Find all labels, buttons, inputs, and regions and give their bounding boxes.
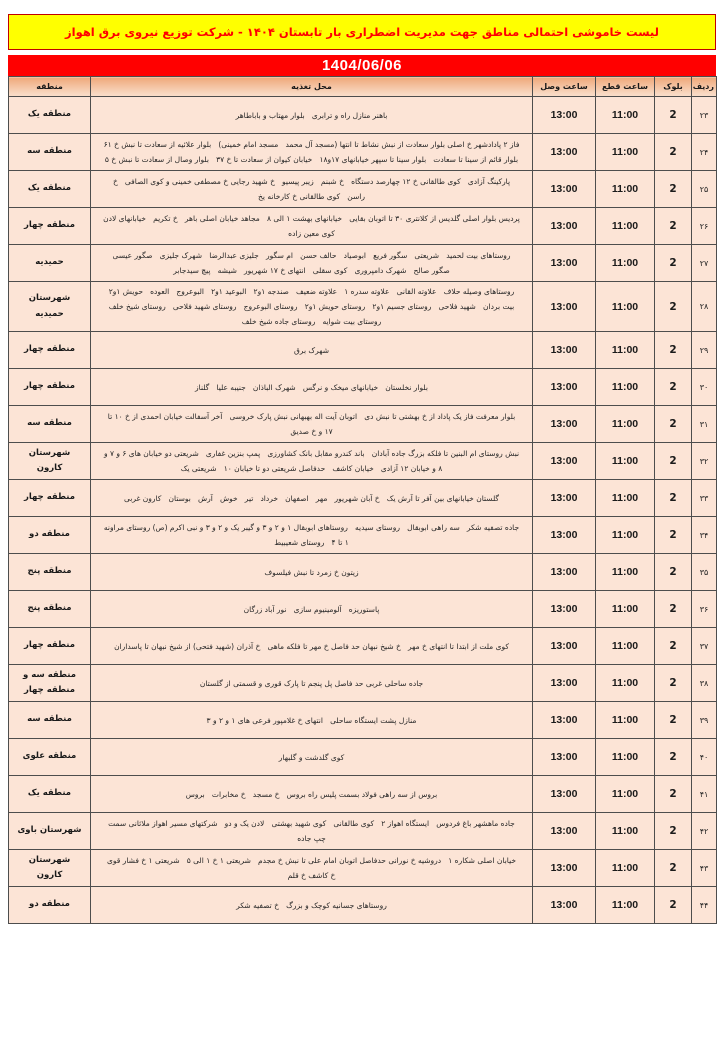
cell-feed-location: نبش روستای ام البنین تا فلکه بزرگ جاده آبادان باند کندرو مقابل بانک کشاورزی پمپ بنزین غفاری شریعتی دو خیابان های ۶ و ۷ و ۸ و خیابان ۱۲ آزادی خیابان کاشف حدفاصل شریعتی دو تا خیابان ۱۰ شریعتی یک: [91, 443, 533, 480]
cell-connect-time: 13:00: [533, 665, 596, 702]
cell-connect-time: 13:00: [533, 443, 596, 480]
cell-cut-time: 11:00: [596, 665, 655, 702]
cell-block: 2: [655, 282, 692, 332]
cell-feed-location: گلستان خیابانهای بین آفر تا آرش یک خ آبان شهریور مهر اصفهان خرداد تیر خوش آرش بوستان کارون غربی: [91, 480, 533, 517]
cell-row-number: ۳۱: [692, 406, 717, 443]
cell-block: 2: [655, 171, 692, 208]
cell-row-number: ۳۶: [692, 591, 717, 628]
cell-row-number: ۴۴: [692, 887, 717, 924]
cell-connect-time: 13:00: [533, 813, 596, 850]
table-row: [9, 554, 717, 591]
table-row: [9, 591, 717, 628]
cell-block: 2: [655, 245, 692, 282]
cell-row-number: ۳۲: [692, 443, 717, 480]
cell-region: منطقه علوی: [9, 739, 91, 776]
cell-feed-location: کوی ملت از ابتدا تا انتهای خ مهر خ شیخ نبهان حد فاصل خ مهر تا فلکه ماهی خ آذران (شهید فتحی) از شیخ نبهان تا پاسداران: [91, 628, 533, 665]
cell-connect-time: 13:00: [533, 134, 596, 171]
cell-region: شهرستان باوی: [9, 813, 91, 850]
cell-cut-time: 11:00: [596, 702, 655, 739]
cell-region: شهرستان کارون: [9, 850, 91, 887]
cell-connect-time: 13:00: [533, 887, 596, 924]
cell-feed-location: باهنر منازل راه و ترابری بلوار مهتاب و باباطاهر: [91, 97, 533, 134]
cell-feed-location: روستاهای وصیله حلاف علاوته القانی علاوته سدره ۱ علاوته ضعیف صندجه ۱و۲ البوعید ۱و۲ البوعروج العوده حویش ۱و۲ بیت بردان شهید فلاحی روستای جسیم ۱و۲ روستای حویش ۱و۲ روستای البوعروج روستای شهید فلاحی روستای شیخ خلف روستای بیت شوایه روستای جاده شیخ خلف: [91, 282, 533, 332]
cell-region: شهرستان حمیدیه: [9, 282, 91, 332]
table-row: [9, 134, 717, 171]
cell-connect-time: 13:00: [533, 517, 596, 554]
cell-cut-time: 11:00: [596, 776, 655, 813]
cell-row-number: ۴۳: [692, 850, 717, 887]
column-header-cut-time: ساعت قطع: [596, 77, 655, 97]
cell-connect-time: 13:00: [533, 171, 596, 208]
table-row: [9, 776, 717, 813]
cell-cut-time: 11:00: [596, 591, 655, 628]
cell-feed-location: پارکینگ آزادی کوی طالقانی خ ۱۲ چهارصد دستگاه خ شبنم زیبر پیسیو خ شهید رجایی خ مصطفی خمینی و کوی الصافی خ راسن کوی طالقانی خ کارخانه یخ: [91, 171, 533, 208]
cell-block: 2: [655, 739, 692, 776]
cell-cut-time: 11:00: [596, 628, 655, 665]
cell-region: منطقه چهار: [9, 628, 91, 665]
cell-row-number: ۴۲: [692, 813, 717, 850]
cell-row-number: ۴۰: [692, 739, 717, 776]
outage-table: [8, 76, 717, 924]
cell-feed-location: خیابان اصلی شکاره ۱ دروشیه خ نورانی حدفاصل اتوبان امام علی تا نبش خ مجدم شریعتی ۱ خ ۱ الی ۵ شریعتی ۱ خ فشار قوی خ کاشف خ قلم: [91, 850, 533, 887]
cell-feed-location: زیتون خ زمرد تا نبش فیلسوف: [91, 554, 533, 591]
cell-row-number: ۲۷: [692, 245, 717, 282]
cell-feed-location: جاده ساحلی غربی حد فاصل پل پنجم تا پارک قوری و قسمتی از گلستان: [91, 665, 533, 702]
cell-feed-location: پاستوریزه آلومینیوم سازی نور آباد زرگان: [91, 591, 533, 628]
cell-cut-time: 11:00: [596, 332, 655, 369]
cell-region: منطقه چهار: [9, 369, 91, 406]
cell-region: منطقه چهار: [9, 480, 91, 517]
cell-region: منطقه سه و منطقه چهار: [9, 665, 91, 702]
cell-cut-time: 11:00: [596, 406, 655, 443]
column-header-radif: ردیف: [692, 77, 717, 97]
cell-feed-location: جاده ماهشهر باغ فردوس ایستگاه اهواز ۲ کوی طالقانی کوی شهید بهشتی لادن یک و دو شرکتهای مسیر اهواز ملاثانی سمت چپ جاده: [91, 813, 533, 850]
cell-cut-time: 11:00: [596, 134, 655, 171]
cell-row-number: ۳۷: [692, 628, 717, 665]
page-title: لیست خاموشی احتمالی مناطق جهت مدیریت اضطراری بار تابستان ۱۴۰۴ - شرکت توزیع نیروی برق اهواز: [8, 14, 716, 50]
date-banner: 1404/06/06: [8, 55, 716, 76]
cell-connect-time: 13:00: [533, 406, 596, 443]
column-header-location: محل تغذیه: [91, 77, 533, 97]
cell-feed-location: پردیس بلوار اصلی گلدیس از کلانتری ۳۰ تا اتوبان بقایی خیابانهای بهشت ۱ الی ۸ مجاهد خیابان اصلی باهر خ تکریم خیابانهای لادن کوی معین زاده: [91, 208, 533, 245]
table-row: [9, 369, 717, 406]
cell-cut-time: 11:00: [596, 517, 655, 554]
cell-row-number: ۳۸: [692, 665, 717, 702]
table-row: [9, 739, 717, 776]
table-row: [9, 282, 717, 332]
cell-connect-time: 13:00: [533, 591, 596, 628]
cell-block: 2: [655, 776, 692, 813]
cell-connect-time: 13:00: [533, 554, 596, 591]
cell-row-number: ۲۶: [692, 208, 717, 245]
cell-region: منطقه دو: [9, 517, 91, 554]
cell-feed-location: بلوار نخلستان خیابانهای میخک و نرگس شهرک الباذان جنیبه علیا گلناز: [91, 369, 533, 406]
table-row: [9, 702, 717, 739]
cell-feed-location: شهرک برق: [91, 332, 533, 369]
cell-connect-time: 13:00: [533, 480, 596, 517]
cell-block: 2: [655, 517, 692, 554]
cell-row-number: ۳۰: [692, 369, 717, 406]
cell-block: 2: [655, 665, 692, 702]
cell-connect-time: 13:00: [533, 850, 596, 887]
table-row: [9, 813, 717, 850]
cell-feed-location: فاز ۲ پادادشهر خ اصلی بلوار سعادت از نبش نشاط تا انتها (مسجد آل محمد مسجد امام خمینی) بلوار علائیه از سعادت تا نبش خ ۶۱ بلوار قائم از سینا تا سعادت بلوار سینا تا سپهر خیابانهای ۱۷و۱۸ خیابان کیوان از سعادت تا خ ۳۷ بلوار وصال از سعادت تا نبش خ ۵: [91, 134, 533, 171]
outage-sheet: [8, 14, 716, 924]
cell-cut-time: 11:00: [596, 208, 655, 245]
table-row: [9, 665, 717, 702]
table-row: [9, 480, 717, 517]
cell-block: 2: [655, 406, 692, 443]
cell-connect-time: 13:00: [533, 628, 596, 665]
cell-block: 2: [655, 134, 692, 171]
cell-region: منطقه سه: [9, 702, 91, 739]
cell-row-number: ۴۱: [692, 776, 717, 813]
cell-cut-time: 11:00: [596, 480, 655, 517]
cell-block: 2: [655, 887, 692, 924]
table-row: [9, 332, 717, 369]
table-row: [9, 208, 717, 245]
cell-region: منطقه دو: [9, 887, 91, 924]
cell-cut-time: 11:00: [596, 554, 655, 591]
cell-row-number: ۳۹: [692, 702, 717, 739]
cell-region: منطقه سه: [9, 406, 91, 443]
cell-block: 2: [655, 208, 692, 245]
cell-region: منطقه چهار: [9, 208, 91, 245]
cell-feed-location: بلوار معرفت فاز یک پاداد از خ بهشتی تا نبش دی اتوبان آیت اله بهبهانی نبش پارک خروسی آخر آسفالت خیابان احمدی از خ ۱۰ تا ۱۷ و خ صدیق: [91, 406, 533, 443]
cell-feed-location: جاده تصفیه شکر سه راهی ابوبقال روستای سیدیه روستاهای ابوبقال ۱ و ۲ و ۳ و گیبر یک و ۲ و ۳ و نبی اکرم (ص) روستای مراونه ۱ تا ۴ روستای شعیبیط: [91, 517, 533, 554]
table-body: [9, 97, 717, 924]
cell-feed-location: روستاهای جسانیه کوچک و بزرگ خ تصفیه شکر: [91, 887, 533, 924]
table-row: [9, 406, 717, 443]
cell-cut-time: 11:00: [596, 887, 655, 924]
cell-feed-location: بروس از سه راهی فولاد بسمت پلیس راه بروس خ مسجد خ مخابرات بروس: [91, 776, 533, 813]
cell-connect-time: 13:00: [533, 332, 596, 369]
cell-row-number: ۲۵: [692, 171, 717, 208]
cell-block: 2: [655, 813, 692, 850]
cell-block: 2: [655, 702, 692, 739]
cell-connect-time: 13:00: [533, 776, 596, 813]
table-row: [9, 517, 717, 554]
cell-connect-time: 13:00: [533, 282, 596, 332]
cell-block: 2: [655, 628, 692, 665]
cell-cut-time: 11:00: [596, 171, 655, 208]
table-row: [9, 171, 717, 208]
cell-row-number: ۲۸: [692, 282, 717, 332]
cell-connect-time: 13:00: [533, 208, 596, 245]
cell-connect-time: 13:00: [533, 369, 596, 406]
table-row: [9, 245, 717, 282]
cell-block: 2: [655, 443, 692, 480]
cell-region: منطقه پنج: [9, 591, 91, 628]
cell-cut-time: 11:00: [596, 850, 655, 887]
cell-connect-time: 13:00: [533, 97, 596, 134]
column-header-region: منطقه: [9, 77, 91, 97]
cell-block: 2: [655, 554, 692, 591]
cell-feed-location: منازل پشت ایستگاه ساحلی انتهای خ غلامپور فرعی های ۱ و ۲ و ۳: [91, 702, 533, 739]
cell-cut-time: 11:00: [596, 739, 655, 776]
cell-region: منطقه یک: [9, 171, 91, 208]
cell-connect-time: 13:00: [533, 739, 596, 776]
cell-cut-time: 11:00: [596, 245, 655, 282]
cell-feed-location: کوی گلدشت و گلبهار: [91, 739, 533, 776]
cell-region: شهرستان کارون: [9, 443, 91, 480]
cell-region: منطقه یک: [9, 97, 91, 134]
cell-cut-time: 11:00: [596, 97, 655, 134]
table-row: [9, 628, 717, 665]
table-header-row: [9, 77, 717, 97]
cell-cut-time: 11:00: [596, 369, 655, 406]
cell-cut-time: 11:00: [596, 813, 655, 850]
cell-region: منطقه یک: [9, 776, 91, 813]
cell-block: 2: [655, 332, 692, 369]
cell-block: 2: [655, 591, 692, 628]
cell-row-number: ۲۴: [692, 134, 717, 171]
cell-region: حمیدیه: [9, 245, 91, 282]
cell-cut-time: 11:00: [596, 282, 655, 332]
cell-row-number: ۲۳: [692, 97, 717, 134]
cell-cut-time: 11:00: [596, 443, 655, 480]
table-row: [9, 850, 717, 887]
cell-region: منطقه چهار: [9, 332, 91, 369]
cell-connect-time: 13:00: [533, 702, 596, 739]
cell-row-number: ۲۹: [692, 332, 717, 369]
cell-block: 2: [655, 97, 692, 134]
cell-block: 2: [655, 850, 692, 887]
column-header-connect-time: ساعت وصل: [533, 77, 596, 97]
table-row: [9, 443, 717, 480]
cell-row-number: ۳۴: [692, 517, 717, 554]
table-row: [9, 887, 717, 924]
cell-row-number: ۳۳: [692, 480, 717, 517]
cell-region: منطقه پنج: [9, 554, 91, 591]
cell-block: 2: [655, 369, 692, 406]
cell-connect-time: 13:00: [533, 245, 596, 282]
cell-region: منطقه سه: [9, 134, 91, 171]
cell-row-number: ۳۵: [692, 554, 717, 591]
cell-feed-location: روستاهای بیت لحمید شریعتی سگور فریع ابوصیاد حالف حسن ام سگور جلیزی عبدالرضا شهرک جلیزی صگور عیسی صگور صالح شهرک دامپروری کوی سقلی انتهای خ ۱۷ شهریور شیشه پیچ سیدجابر: [91, 245, 533, 282]
table-row: [9, 97, 717, 134]
cell-block: 2: [655, 480, 692, 517]
column-header-block: بلوک: [655, 77, 692, 97]
